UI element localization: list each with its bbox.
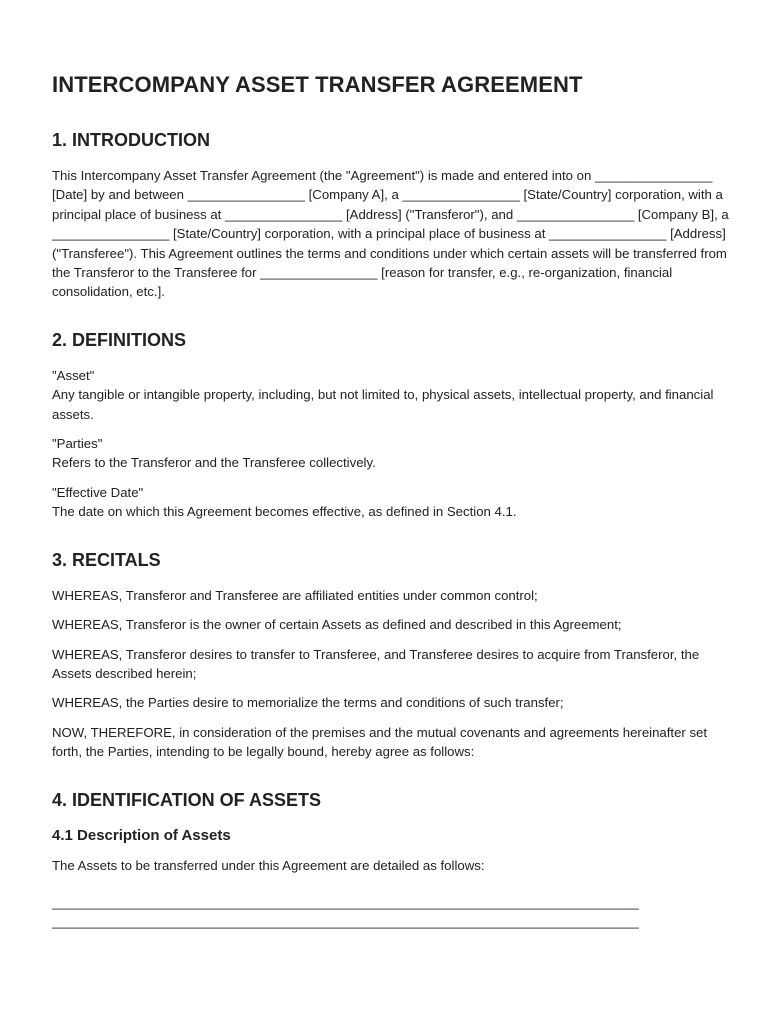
definition-description: The date on which this Agreement becomes effective, as defined in Section 4.1. — [52, 504, 517, 520]
section-identification-of-assets — [52, 788, 732, 932]
recital-paragraph: NOW, THEREFORE, in consideration of the premises and the mutual covenants and agreements hereinafter set forth, the Parties, intending to be legally bound, hereby agree as follows: — [52, 724, 708, 760]
definition-term: "Asset" — [52, 367, 95, 383]
section-definitions — [52, 328, 732, 548]
document-title: INTERCOMPANY ASSET TRANSFER AGREEMENT — [52, 72, 583, 97]
section-heading: 4. IDENTIFICATION OF ASSETS — [52, 789, 322, 810]
recital-paragraph: WHEREAS, Transferor is the owner of certain Assets as defined and described in this Agreement; — [52, 617, 622, 633]
blank-line: ________________________________________________________________________________ — [52, 894, 639, 910]
definition-term: "Effective Date" — [52, 484, 144, 500]
assets-paragraph: The Assets to be transferred under this Agreement are detailed as follows: — [52, 857, 485, 873]
blank-line: ________________________________________________________________________________ — [52, 914, 639, 930]
definition-description: Refers to the Transferor and the Transferee collectively. — [52, 455, 376, 471]
introduction-paragraph: This Intercompany Asset Transfer Agreement (the "Agreement") is made and entered into on ________________ [Date] by and between ________________ [Company A], a ________________ [State/Country] corporation, with a principal place of business at ________________ [Address] ("Transferor"), and ________________ [Company B], a ________________ [State/Country] corporation, with a principal place of business at ________________ [Address] ("Transferee"). This Agreement outlines the terms and conditions under which certain assets will be transferred from the Transferor to the Transferee for ________________ [reason for transfer, e.g., re-organization, financial consolidation, etc.]. — [52, 168, 729, 300]
document-page — [52, 70, 732, 932]
section-heading: 1. INTRODUCTION — [52, 130, 211, 150]
recital-paragraph: WHEREAS, Transferor and Transferee are affiliated entities under common control; — [52, 587, 538, 603]
recital-paragraph: WHEREAS, Transferor desires to transfer to Transferee, and Transferee desires to acquire from Transferor, the Assets described herein; — [52, 646, 700, 681]
section-introduction — [52, 128, 732, 302]
recital-paragraph: WHEREAS, the Parties desire to memorialize the terms and conditions of such transfer; — [52, 695, 564, 711]
definition-description: Any tangible or intangible property, including, but not limited to, physical assets, intellectual property, and financial assets. — [52, 387, 714, 422]
section-heading: 2. DEFINITIONS — [52, 329, 187, 350]
subsection-heading: 4.1 Description of Assets — [52, 826, 231, 844]
section-recitals — [52, 548, 732, 788]
section-heading: 3. RECITALS — [52, 549, 161, 570]
definition-term: "Parties" — [52, 436, 103, 452]
